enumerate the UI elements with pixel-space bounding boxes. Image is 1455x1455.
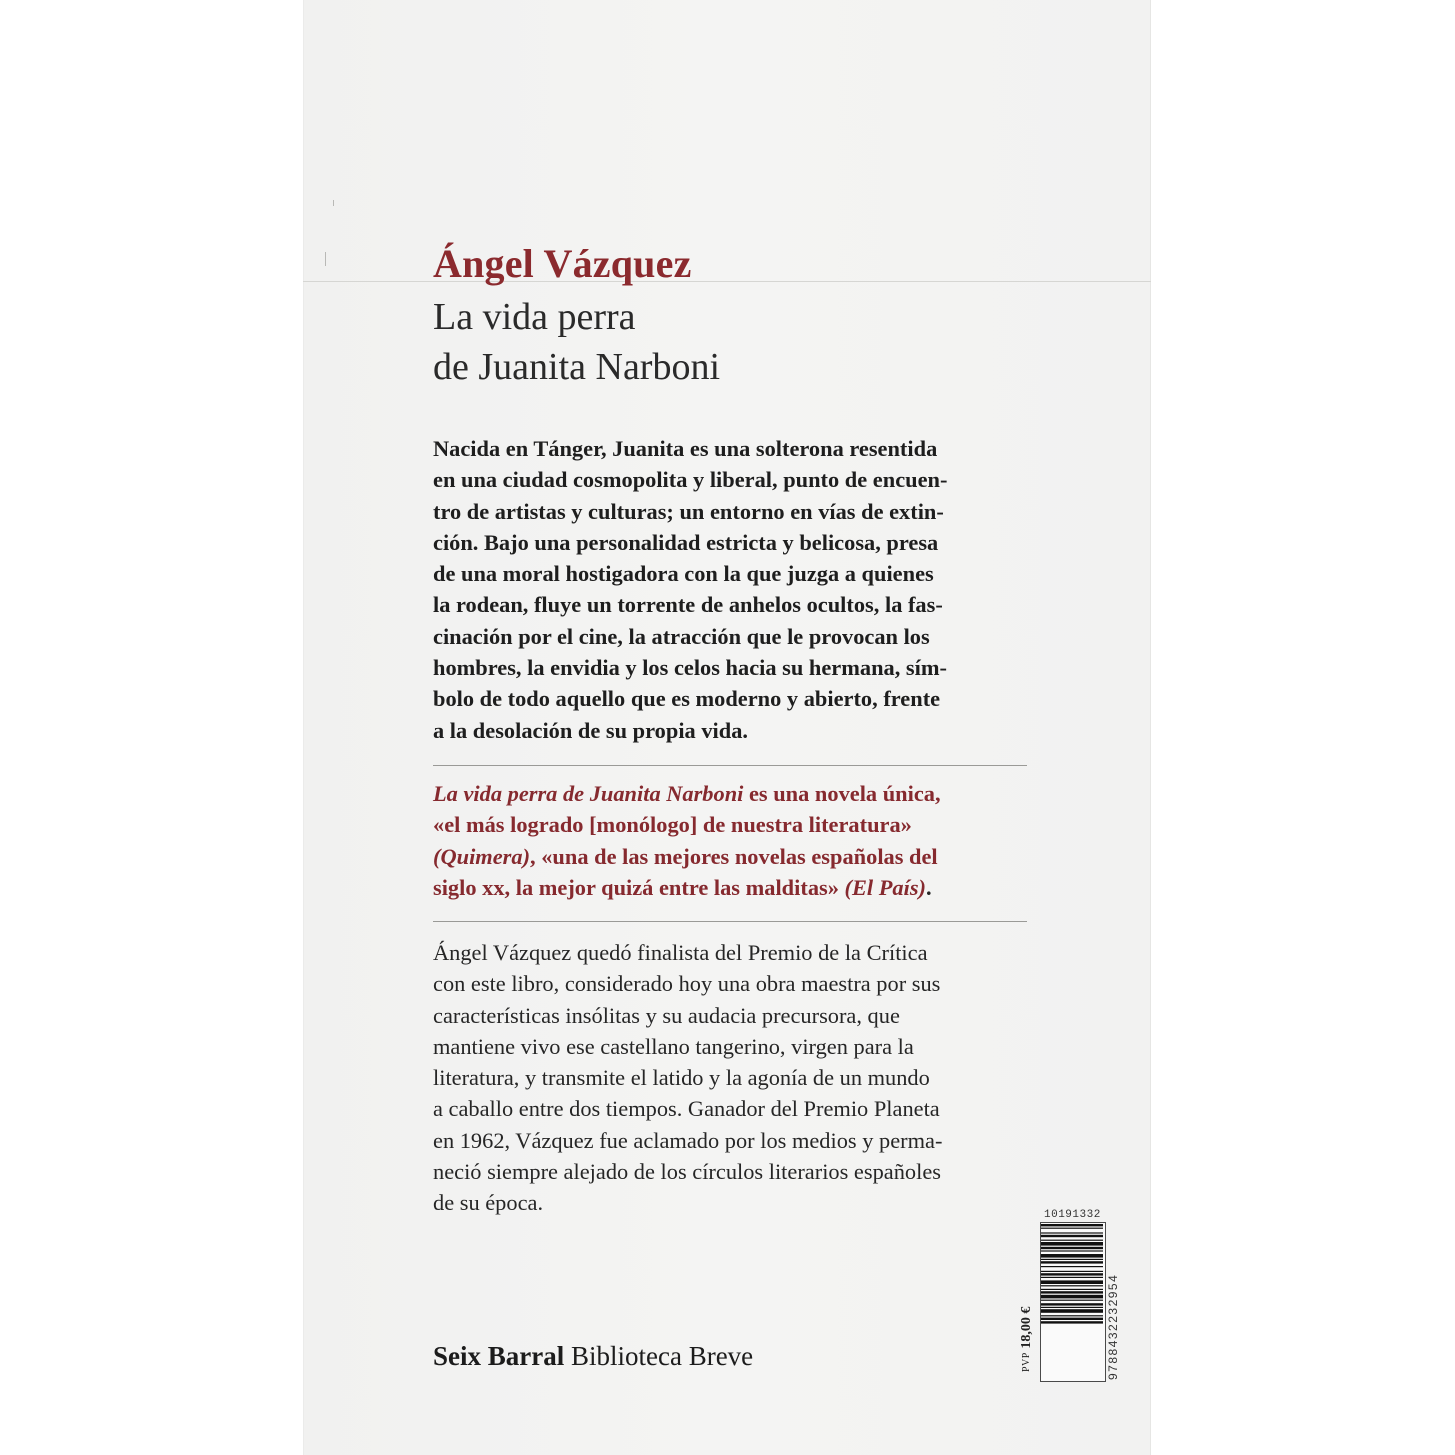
bio-line: literatura, y transmite el latido y la agonía de un mundo (433, 1065, 930, 1091)
quote-line (433, 778, 1027, 809)
quote-line (433, 841, 1027, 872)
paper-speck (333, 200, 334, 206)
price-value: 18,00 € (1019, 1306, 1034, 1349)
press-quote (433, 778, 1027, 903)
quote-text: . (926, 874, 932, 900)
quote-title-italic: La vida perra de Juanita Narboni (433, 781, 744, 806)
quote-source-quimera: (Quimera) (433, 843, 531, 869)
title-line: La vida perra (433, 296, 636, 338)
divider-top (433, 765, 1027, 766)
publisher-name: Seix Barral (433, 1341, 565, 1371)
fold-line (303, 281, 1151, 282)
bio-line: a caballo entre dos tiempos. Ganador del Premio Planeta (433, 1096, 940, 1122)
author-bio (433, 937, 1027, 1219)
quote-source-elpais: (El País) (844, 874, 926, 900)
divider-bottom (433, 921, 1027, 922)
synopsis-line: de una moral hostigadora con la que juzga a quienes (433, 561, 934, 587)
synopsis-line: tro de artistas y culturas; un entorno en vías de extin- (433, 498, 944, 524)
bio-line: en 1962, Vázquez fue aclamado por los medios y perma- (433, 1127, 943, 1153)
book-title (433, 292, 720, 392)
synopsis-line: a la desolación de su propia vida. (433, 717, 748, 743)
isbn-number: 9788432232954 (1106, 1273, 1120, 1380)
bio-line: de su época. (433, 1190, 544, 1216)
price-prefix: PVP (1021, 1352, 1032, 1372)
quote-text: es una novela única, (743, 781, 941, 806)
synopsis-line: bolo de todo aquello que es moderno y abierto, frente (433, 686, 941, 712)
internal-code: 10191332 (1044, 1209, 1101, 1221)
publisher-series: Biblioteca Breve (564, 1341, 754, 1371)
synopsis-line: la rodean, fluye un torrente de anhelos ocultos, la fas- (433, 592, 943, 618)
synopsis-line: ción. Bajo una personalidad estricta y belicosa, presa (433, 529, 939, 555)
bio-line: mantiene vivo ese castellano tangerino, virgen para la (433, 1033, 914, 1059)
author-name: Ángel Vázquez (433, 241, 692, 286)
publisher-imprint (433, 1341, 753, 1372)
synopsis-line: hombres, la envidia y los celos hacia su hermana, sím- (433, 655, 947, 681)
bio-line: Ángel Vázquez quedó finalista del Premio de la Crítica (433, 940, 928, 965)
synopsis (433, 433, 1027, 746)
title-line: de Juanita Narboni (433, 346, 721, 388)
synopsis-line: en una ciudad cosmopolita y liberal, punto de encuen- (433, 467, 948, 493)
quote-line: «el más logrado [monólogo] de nuestra literatura» (433, 812, 912, 838)
price-label (1019, 1282, 1035, 1372)
quote-text: siglo xx, la mejor quizá entre las malditas» (433, 874, 845, 900)
quote-text: , «una de las mejores novelas españolas del (530, 843, 938, 869)
bio-line: neció siempre alejado de los círculos literarios españoles (433, 1159, 941, 1185)
paper-speck (325, 252, 326, 266)
bio-line: con este libro, considerado hoy una obra maestra por sus (433, 971, 941, 997)
synopsis-line: cinación por el cine, la atracción que le provocan los (433, 623, 930, 649)
bio-line: características insólitas y su audacia precursora, que (433, 1002, 900, 1028)
barcode-icon (1041, 1223, 1103, 1379)
book-back-cover (303, 0, 1151, 1455)
quote-line (433, 872, 1027, 903)
synopsis-line: Nacida en Tánger, Juanita es una solterona resentida (433, 436, 938, 461)
